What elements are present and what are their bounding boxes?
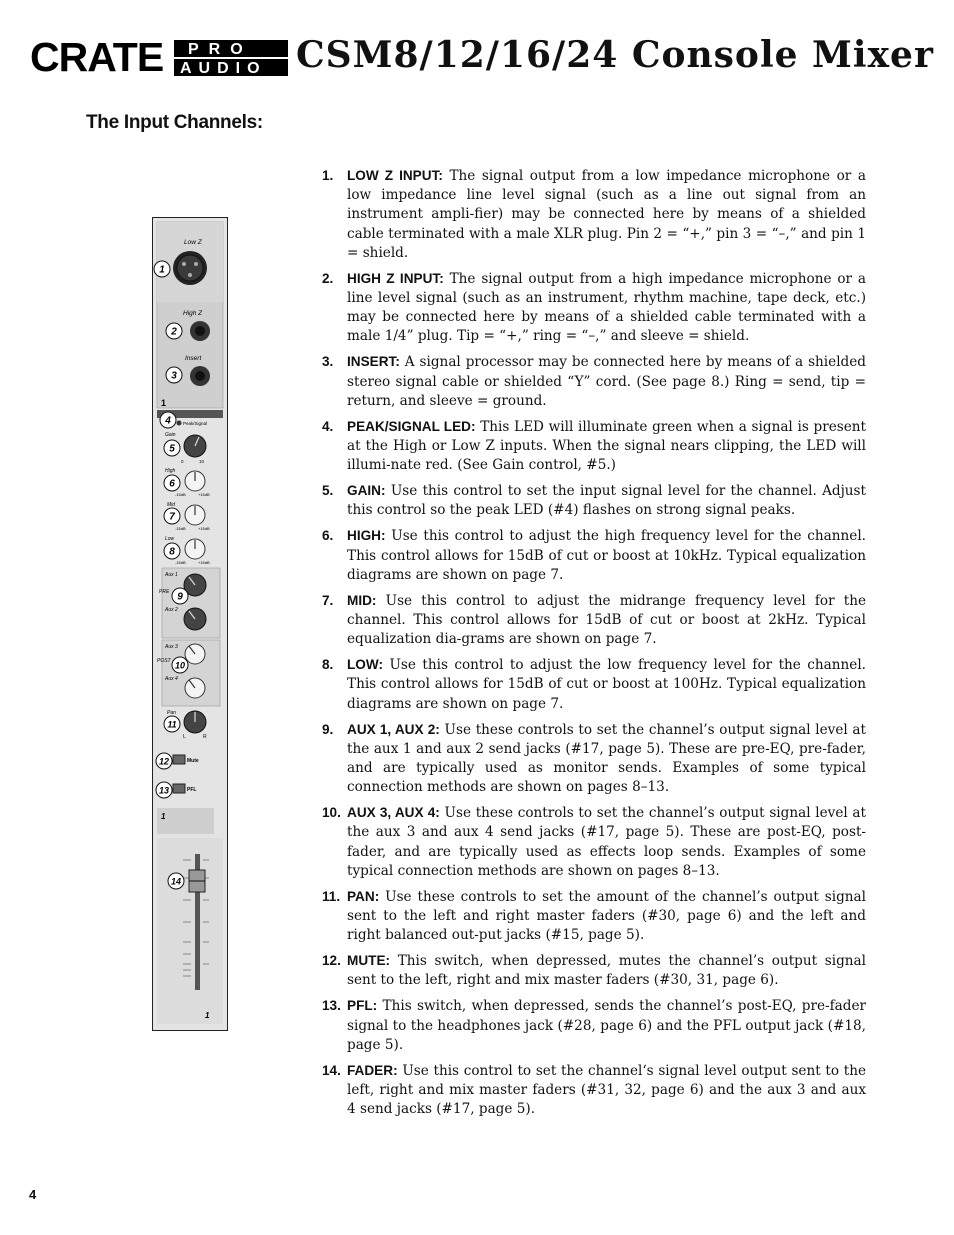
- input-channel-descriptions: [322, 166, 866, 1125]
- callout-number: 2: [171, 326, 177, 338]
- list-item: [322, 591, 866, 650]
- channel-number-bottom: 1: [205, 1011, 210, 1020]
- callout-number: 7: [169, 511, 175, 523]
- section-heading: The Input Channels:: [86, 112, 263, 133]
- item-number: 13.: [322, 998, 341, 1014]
- pan-right-label: R: [203, 734, 207, 740]
- mute-label: Mute: [187, 758, 199, 764]
- logo-audio-text: AUDIO: [180, 60, 267, 77]
- document-title: CSM8/12/16/24 Console Mixer: [296, 34, 934, 76]
- item-text: The signal output from a high impedance microphone or a line level signal (such as an instrument, rhythm machine, tape deck, etc.) may be connected here by means of a shielded cable terminated with a male 1/4” plug. Tip = “+,” ring = “–,” and sleeve = shield.: [347, 270, 867, 345]
- item-term: PFL:: [347, 998, 378, 1014]
- gain-scale-ten: 10: [199, 459, 205, 464]
- item-term: HIGH:: [347, 528, 386, 544]
- gain-label: Gain: [165, 432, 176, 438]
- item-term: AUX 1, AUX 2:: [347, 721, 440, 737]
- callout-number: 8: [169, 546, 175, 558]
- item-text: Use these controls to set the channel’s output signal level at the aux 1 and aux 2 send jacks (#17, page 5). These are pre-EQ, pre-fader, and are typically used as monitor sends. Examples of some typical connection methods are shown on pages 8–13.: [347, 721, 867, 796]
- item-term: AUX 3, AUX 4:: [347, 805, 440, 821]
- callout-number: 5: [169, 443, 175, 455]
- item-term: MUTE:: [347, 953, 391, 969]
- aux4-label: Aux 4: [165, 676, 178, 682]
- list-item: [322, 417, 866, 476]
- item-term: LOW Z INPUT:: [347, 168, 443, 183]
- callout-number: 10: [174, 660, 186, 671]
- item-number: 4.: [322, 418, 334, 434]
- item-text: Use this control to set the channel‘s signal level output sent to the left, right and mix master faders (#31, 32, page 6) and the aux 3 and aux 4 send jacks (#17, page 5).: [347, 1062, 866, 1118]
- high-range-plus: +15dB: [198, 492, 210, 497]
- item-text: Use these controls to set the amount of the channel’s output signal sent to the left and right master faders (#30, page 6) and the left and right balanced out-put jacks (#15, page 5).: [347, 888, 867, 944]
- item-number: 11.: [322, 888, 341, 904]
- item-text: Use this control to adjust the midrange frequency level for the channel. This control allows for 15dB of cut or boost at 2kHz. Typical equalization dia-grams are shown on page 7.: [347, 592, 866, 648]
- item-text: Use this control to adjust the high frequency level for the channel. This control allows for 15dB of cut or boost at 10kHz. Typical equalization diagrams are shown on page 7.: [347, 528, 866, 583]
- high-range-minus: -15dB: [175, 492, 186, 497]
- mid-range-plus: +15dB: [198, 526, 210, 531]
- item-term: FADER:: [347, 1062, 398, 1078]
- list-item: [322, 803, 866, 881]
- item-text: Use this control to set the input signal level for the channel. Adjust this control so the peak LED (#4) flashes on strong signal peaks.: [347, 483, 866, 519]
- page-header: [28, 34, 934, 80]
- item-text: This switch, when depressed, sends the channel’s post-EQ, pre-fader signal to the headphones jack (#28, page 6) and the PFL output jack (#18, page 5).: [347, 998, 866, 1053]
- crate-pro-audio-logo: [28, 37, 290, 77]
- item-number: 14.: [322, 1062, 341, 1078]
- item-term: LOW:: [347, 657, 383, 673]
- logo-pro-text: PRO: [188, 41, 253, 58]
- item-number: 10.: [322, 805, 341, 821]
- list-item: [322, 166, 866, 263]
- gain-scale-zero: 0: [181, 459, 184, 464]
- item-term: MID:: [347, 592, 377, 608]
- list-item: [322, 1061, 866, 1120]
- aux3-label: Aux 3: [165, 644, 178, 650]
- callout-number: 9: [177, 591, 183, 603]
- item-text: Use these controls to set the channel’s output signal level at the aux 3 and aux 4 send jacks (#17, page 5). These are post-EQ, post-fader, and are typically used as effects loop sends. Examples of some typical connection methods are shown on pages 8–13.: [347, 805, 867, 879]
- list-item: [322, 481, 866, 520]
- item-number: 9.: [322, 721, 334, 737]
- item-term: GAIN:: [347, 483, 386, 499]
- item-term: HIGH Z INPUT:: [347, 270, 444, 286]
- post-label: POST: [157, 658, 171, 664]
- item-number: 3.: [322, 354, 334, 370]
- channel-number-top: 1: [161, 398, 167, 408]
- list-item: [322, 887, 866, 946]
- pfl-label: PFL: [187, 787, 197, 793]
- item-number: 6.: [322, 528, 334, 544]
- callout-number: 12: [158, 756, 170, 767]
- item-number: 2.: [322, 270, 334, 286]
- pan-label: Pan: [167, 710, 176, 716]
- mid-eq-label: Mid: [167, 502, 176, 508]
- list-item: [322, 951, 866, 990]
- channel-number-mid: 1: [161, 812, 166, 821]
- list-item: [322, 352, 866, 411]
- item-number: 1.: [322, 168, 334, 183]
- pan-left-label: L: [183, 734, 186, 740]
- item-term: INSERT:: [347, 354, 400, 370]
- callout-number: 6: [169, 478, 175, 490]
- aux2-label: Aux 2: [165, 607, 178, 613]
- item-number: 8.: [322, 657, 334, 673]
- callout-number: 14: [170, 876, 182, 887]
- item-number: 12.: [322, 953, 341, 969]
- list-item: [322, 269, 866, 347]
- item-term: PEAK/SIGNAL LED:: [347, 418, 476, 434]
- item-term: PAN:: [347, 888, 380, 904]
- low-eq-label: Low: [165, 536, 175, 542]
- callout-number: 11: [167, 719, 177, 730]
- callout-number: 1: [159, 264, 165, 276]
- high-eq-label: High: [165, 468, 176, 474]
- callout-number: 3: [171, 370, 177, 382]
- input-channel-strip: [152, 217, 228, 1031]
- low-range-minus: -15dB: [175, 560, 186, 565]
- list-item: [322, 526, 866, 585]
- item-number: 5.: [322, 483, 334, 499]
- item-text: The signal output from a low impedance microphone or a low impedance line level signal (such as a line out signal from an instrument ampli-fier) may be connected here by means of a shielded cable terminated with a male XLR plug. Pin 2 = “+,” pin 3 = “–,” and pin 1 = shield.: [347, 168, 866, 261]
- callout-number: 13: [158, 785, 170, 796]
- low-range-plus: +15dB: [198, 560, 210, 565]
- channel-strip-drawing: [153, 218, 227, 1030]
- callout-number: 4: [165, 415, 171, 427]
- pre-label: PRE: [159, 589, 170, 595]
- item-text: A signal processor may be connected here by means of a shielded stereo signal cable or shielded “Y” cord. (See page 8.) Ring = send, tip = return, and sleeve = ground.: [347, 354, 866, 409]
- high-z-label: High Z: [183, 310, 203, 317]
- item-text: Use this control to adjust the low frequency level for the channel. This control allows for 15dB of cut or boost at 100Hz. Typical equalization diagrams are shown on page 7.: [347, 657, 866, 712]
- logo-crate-text: CRATE: [30, 37, 164, 77]
- item-number: 7.: [322, 592, 334, 608]
- list-item: [322, 996, 866, 1055]
- page-number: 4: [29, 1187, 37, 1202]
- peak-signal-label: Peak/Signal: [183, 421, 208, 426]
- item-text: This switch, when depressed, mutes the channel’s output signal sent to the left, right and mix master faders (#30, 31, page 6).: [347, 953, 866, 989]
- low-z-label: Low Z: [184, 239, 202, 246]
- item-text: This LED will illuminate green when a signal is present at the High or Low Z inputs. When the signal nears clipping, the LED will illumi-nate red. (See Gain control, #5.): [347, 418, 866, 474]
- mid-range-minus: -15dB: [175, 526, 186, 531]
- list-item: [322, 720, 866, 798]
- insert-label: Insert: [185, 355, 202, 362]
- aux1-label: Aux 1: [165, 572, 178, 578]
- list-item: [322, 655, 866, 714]
